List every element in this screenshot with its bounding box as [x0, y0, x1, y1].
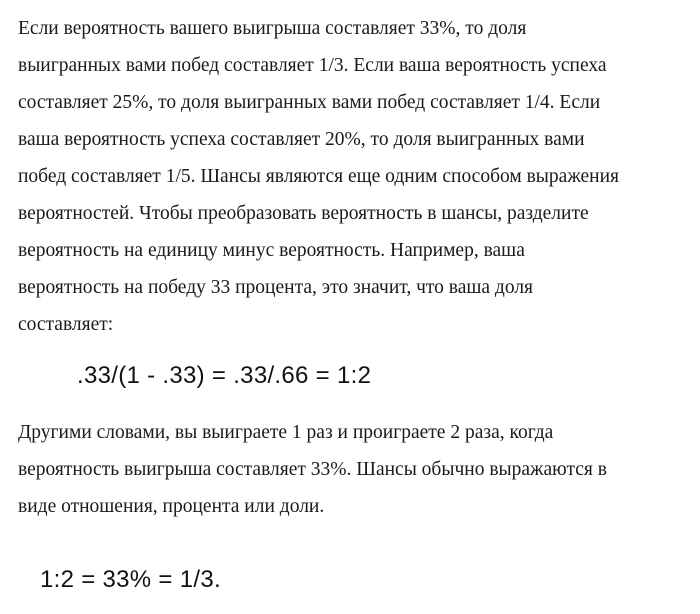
text-line: выигранных вами побед составляет 1/3. Если ваша вероятность успеха	[18, 55, 607, 76]
text-line: виде отношения, процента или доли.	[18, 496, 325, 517]
equivalence-formula: 1:2 = 33% = 1/3.	[40, 566, 221, 593]
text-line: составляет 25%, то доля выигранных вами побед составляет 1/4. Если	[18, 92, 601, 113]
text-line: Другими словами, вы выиграете 1 раз и проиграете 2 раза, когда	[18, 422, 554, 443]
paragraph-odds-summary	[18, 414, 690, 525]
paragraph-probability-explanation	[18, 10, 690, 343]
text-line: составляет:	[18, 314, 114, 335]
odds-formula: .33/(1 - .33) = .33/.66 = 1:2	[77, 362, 372, 389]
text-line: побед составляет 1/5. Шансы являются еще одним способом выражения	[18, 166, 620, 187]
text-line: вероятность на победу 33 процента, это значит, что ваша доля	[18, 277, 534, 298]
text-line: вероятность выигрыша составляет 33%. Шансы обычно выражаются в	[18, 459, 607, 480]
text-line: ваша вероятность успеха составляет 20%, то доля выигранных вами	[18, 129, 585, 150]
text-line: Если вероятность вашего выигрыша составляет 33%, то доля	[18, 18, 527, 39]
text-line: вероятностей. Чтобы преобразовать вероятность в шансы, разделите	[18, 203, 589, 224]
text-line: вероятность на единицу минус вероятность. Например, ваша	[18, 240, 525, 261]
